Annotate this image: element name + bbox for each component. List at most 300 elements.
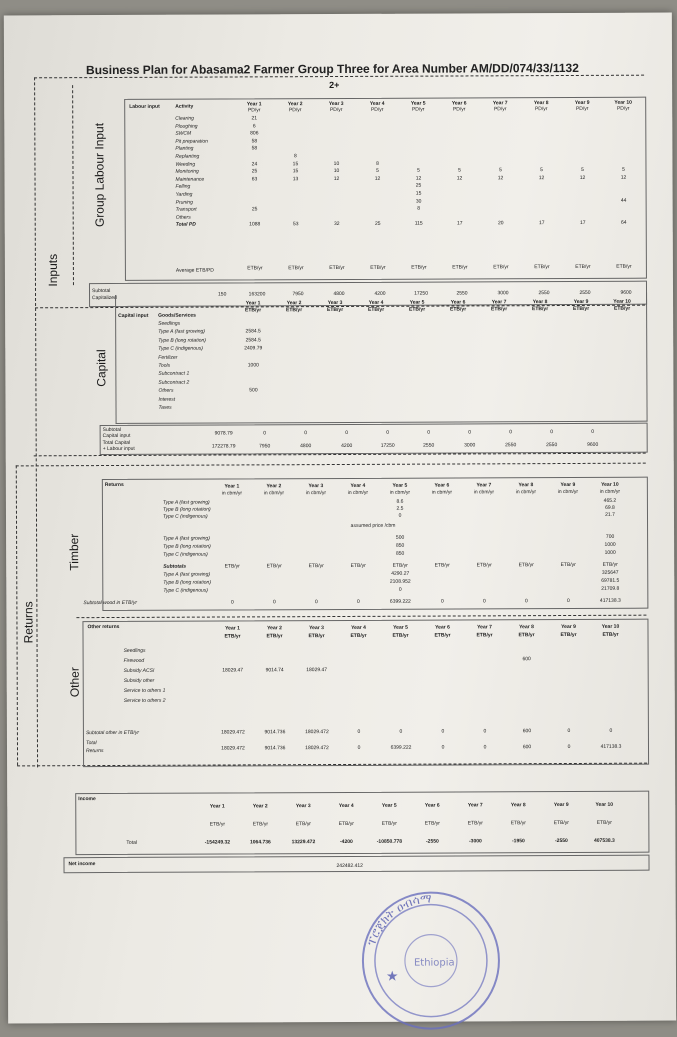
capital-input-label: Capital input	[102, 432, 131, 440]
other-cell: 18029.47	[306, 667, 328, 674]
other-total-label: Total	[85, 740, 97, 747]
timber-unit-header: in cbm/yr	[431, 489, 453, 496]
timber-item-label: Type B (long rotation)	[163, 579, 212, 586]
income-table	[75, 791, 649, 856]
other-total-cell: 0	[441, 744, 445, 751]
labour-cell: 44	[620, 197, 627, 204]
labour-cell: 25	[251, 206, 258, 213]
capital-year-header: Year 8	[532, 299, 548, 306]
other-subtotal-label: Subtotal other in ETB/yr	[85, 729, 140, 737]
labour-cell: 13	[292, 175, 299, 182]
income-year-header: Year 2	[252, 803, 268, 810]
capital-year-header: Year 5	[409, 299, 425, 306]
timber-subtotal-unit: ETB/yr	[518, 562, 534, 569]
labour-etb-unit: ETB/yr	[534, 264, 550, 271]
capital-subtotal-cell: 0	[427, 429, 431, 436]
income-total-cell: 13229.472	[291, 839, 316, 846]
labour-activity-label: Yarding	[175, 191, 193, 198]
capital-subtotal-rows	[100, 423, 648, 455]
other-unit-header: ETB/yr	[602, 631, 619, 638]
other-item-label: Subsidy other	[123, 677, 155, 684]
timber-cell: 1000	[604, 541, 616, 548]
other-label: Other	[67, 667, 82, 698]
other-unit-header: ETB/yr	[266, 633, 283, 640]
income-unit-header: ETB/yr	[424, 820, 440, 827]
labour-etb-unit: ETB/yr	[370, 264, 386, 271]
labour-activity-label: Pit preparation	[175, 138, 208, 145]
labour-cell: 53	[292, 221, 299, 228]
timber-subtotal-wood-cell: 0	[440, 598, 444, 605]
capital-subtotal-cell: 0	[550, 429, 554, 436]
labour-cell: 24	[251, 160, 258, 167]
labour-cell: 12	[374, 175, 381, 182]
capital-item-label: Type B (long rotation)	[158, 337, 206, 344]
labour-cell: 10	[333, 168, 340, 175]
timber-subtotal-wood-cell: 0	[482, 598, 486, 605]
other-year-header: Year 3	[309, 625, 324, 632]
labour-cell: 58	[251, 138, 258, 145]
timber-subtotal-wood-cell: 6399.222	[389, 598, 411, 605]
capital-year-header: Year 1	[245, 300, 261, 307]
capital-item-label: Interest	[158, 396, 176, 403]
timber-unit-header: in cbm/yr	[473, 489, 495, 496]
timber-unit-header: in cbm/yr	[557, 488, 579, 496]
other-year-header: Year 10	[601, 623, 620, 630]
capital-total-cell: 7950	[259, 443, 271, 450]
labour-cell: 64	[620, 220, 627, 227]
capital-total-cell: 4800	[300, 443, 312, 450]
income-unit-header: ETB/yr	[467, 820, 483, 827]
labour-cell: 30	[415, 198, 422, 205]
svg-text:★: ★	[385, 968, 399, 985]
labour-etb-unit: ETB/yr	[616, 263, 632, 270]
timber-year-header: Year 3	[308, 483, 324, 490]
capital-subtotal-cell: 0	[345, 429, 349, 436]
other-total-cell: 600	[522, 744, 532, 751]
labour-activity-label: Weeding	[175, 161, 196, 168]
labour-cell: 8	[417, 205, 421, 212]
capital-subtotal-cell: 0	[509, 429, 513, 436]
labour-etb-unit: ETB/yr	[329, 264, 345, 272]
capital-total-cell: 2550	[505, 442, 517, 449]
timber-unit-header: in cbm/yr	[599, 488, 621, 495]
timber-year-header: Year 5	[392, 482, 408, 489]
income-unit-header: ETB/yr	[252, 821, 268, 828]
timber-subtotal-unit: ETB/yr	[224, 563, 240, 570]
other-total-cell: 417138.3	[600, 743, 622, 750]
labour-year-header: Year 2	[287, 101, 303, 108]
labour-year-header: Year 4	[369, 100, 385, 107]
income-unit-header: ETB/yr	[510, 820, 526, 827]
capital-cell: 2409.79	[244, 345, 263, 352]
timber-label: Timber	[67, 533, 82, 571]
timber-cell: 21.7	[605, 511, 615, 518]
other-year-header: Year 7	[477, 624, 492, 631]
labour-unit-header: PD/yr	[616, 105, 630, 112]
labour-cell: 12	[415, 175, 422, 182]
other-total-cell: 0	[567, 743, 571, 751]
labour-etb-unit: ETB/yr	[452, 264, 468, 271]
capital-item-label: Fertilizer	[158, 354, 178, 361]
labour-cell: 5	[499, 167, 502, 174]
other-table	[82, 619, 649, 767]
income-year-header: Year 1	[209, 803, 225, 810]
labour-cell: 17	[456, 220, 463, 227]
capital-year-header: Year 10	[613, 298, 631, 305]
divider	[16, 463, 646, 467]
capital-item-label: Subcontract 2	[158, 379, 190, 386]
capital-item-label: Type C (indigenous)	[158, 345, 203, 352]
labour-cell: 15	[415, 190, 422, 197]
labour-year-header: Year 7	[492, 100, 508, 107]
capital-unit-header: ETB/yr	[409, 306, 426, 313]
labour-activity-label: Replanting	[175, 153, 200, 160]
capital-unit-header: ETB/yr	[532, 306, 549, 313]
labour-unit-header: PD/yr	[411, 106, 425, 113]
capital-total-cell: 2550	[546, 442, 558, 449]
capital-unit-header: ETB/yr	[368, 306, 385, 313]
labour-cell: 5	[417, 167, 420, 174]
other-subtotal-cell: 0	[567, 727, 571, 735]
labour-subtotal-cell: 2550	[538, 290, 550, 297]
timber-subtotal-wood-cell: 417138.3	[599, 597, 621, 604]
labour-subtotal-cell: 2550	[579, 289, 591, 296]
timber-unit-header: in cbm/yr	[263, 490, 285, 497]
labour-cell: 5	[458, 167, 461, 174]
capital-item-label: Subcontract 1	[158, 371, 190, 378]
capital-unit-header: ETB/yr	[327, 306, 344, 314]
labour-year-header: Year 5	[410, 100, 426, 107]
income-unit-header: ETB/yr	[295, 821, 311, 828]
other-item-label: Service to others 1	[123, 687, 166, 694]
other-year-header: Year 5	[393, 624, 408, 631]
labour-activity-label: Ploughing	[175, 123, 198, 130]
labour-cell: 12	[456, 175, 463, 182]
capital-subtotal-cell: 0	[591, 428, 595, 435]
labour-cell: 32	[333, 221, 340, 228]
timber-subtotal-unit: ETB/yr	[350, 562, 366, 569]
group-labour-label: Group Labour Input	[92, 122, 107, 228]
timber-cell: 850	[395, 550, 405, 557]
labour-etb-unit: ETB/yr	[411, 264, 427, 271]
other-total-cell: 0	[483, 744, 487, 751]
labour-header-activity: Activity	[175, 103, 194, 110]
income-year-header: Year 3	[295, 803, 311, 810]
labour-unit-header: PD/yr	[247, 107, 261, 114]
timber-cell: 500	[395, 534, 405, 541]
other-unit-header: ETB/yr	[518, 632, 535, 639]
timber-subtotal-unit: ETB/yr	[560, 561, 576, 569]
other-unit-header: ETB/yr	[434, 632, 451, 639]
other-subtotal-cell: 0	[441, 728, 445, 735]
other-year-header: Year 9	[561, 623, 576, 631]
labour-cell: 12	[538, 174, 545, 181]
other-unit-header: ETB/yr	[392, 632, 409, 639]
capital-unit-header: ETB/yr	[286, 307, 303, 314]
other-header: Other returns	[87, 623, 120, 631]
income-total-cell: -10850.778	[376, 838, 403, 845]
labour-cell: 806	[250, 130, 259, 137]
income-total-cell: 407538.3	[593, 837, 615, 844]
timber-item-label: Type C (indigenous)	[162, 513, 208, 520]
timber-cell: 1000	[604, 549, 616, 556]
timber-unit-header: in cbm/yr	[389, 489, 411, 496]
divider	[34, 77, 38, 767]
timber-cell: 325647	[601, 569, 619, 576]
timber-unit-header: in cbm/yr	[305, 490, 327, 497]
timber-cell: 69781.5	[601, 577, 620, 584]
capital-item-label: Type A (fast growing)	[158, 328, 205, 336]
timber-year-header: Year 10	[601, 481, 619, 488]
other-item-label: Seedlings	[123, 647, 146, 654]
labour-activity-label: Pruning	[175, 199, 193, 206]
other-subtotal-cell: 0	[357, 728, 361, 735]
capital-subtotal-label: Subtotal	[102, 426, 121, 434]
timber-header: Returns	[104, 481, 124, 489]
other-subtotal-cell: 18029.472	[305, 729, 329, 736]
timber-subtotal-unit: ETB/yr	[266, 563, 282, 570]
income-unit-header: ETB/yr	[553, 820, 569, 827]
stamp-text-bottom: Ethiopia	[413, 957, 455, 969]
other-cell: 18029.47	[222, 667, 244, 674]
labour-cell: 12	[579, 174, 586, 181]
capital-subtotal-cell: 0	[263, 430, 267, 437]
timber-subtotal-wood-label: Subtotal wood in ETB/yr	[83, 599, 138, 607]
timber-cell: 21709.8	[601, 585, 620, 592]
other-cell: 9014.74	[265, 667, 284, 674]
labour-cell: 115	[414, 221, 423, 228]
labour-cell: 8	[294, 153, 297, 160]
capital-total-cell: 3000	[464, 442, 476, 449]
labour-cell: 25	[251, 168, 258, 175]
other-total-cell: 0	[357, 744, 361, 751]
capital-cell: 2584.5	[245, 328, 261, 335]
stamp-text: ፐሮጀክት ዐብሳማ	[364, 891, 433, 948]
capital-total-cell: 2550	[423, 442, 435, 449]
labour-cell: 10	[333, 160, 340, 167]
income-year-header: Year 8	[510, 802, 526, 809]
capital-year-header: Year 2	[286, 300, 302, 307]
capital-year-header: Year 4	[368, 299, 384, 306]
labour-subtotal-cell: 4800	[333, 290, 345, 298]
capital-unit-header: ETB/yr	[614, 305, 631, 312]
capital-total-label2: + Labour input	[102, 445, 135, 453]
labour-unit-header: PD/yr	[575, 105, 589, 112]
capital-year-header: Year 6	[450, 299, 466, 306]
timber-cell: 2108.952	[389, 578, 411, 585]
capital-subtotal-cell: 9078.79	[214, 430, 233, 437]
timber-cell: 465.2	[603, 497, 617, 504]
timber-year-header: Year 6	[434, 482, 450, 489]
labour-subtotal-cell: 2550	[456, 290, 468, 297]
timber-item-label: Type B (long rotation)	[162, 506, 211, 513]
timber-item-label: Type A (fast growing)	[163, 535, 210, 542]
timber-subtotal-wood-cell: 0	[566, 597, 570, 605]
net-income-row	[63, 855, 649, 874]
labour-cell: 15	[292, 168, 299, 175]
svg-text:ፐሮጀክት ዐብሳማ	[364, 891, 432, 947]
income-year-header: Year 5	[381, 802, 397, 809]
labour-activity-label: Transport	[175, 206, 197, 213]
timber-subtotal-unit: ETB/yr	[434, 562, 450, 569]
divider	[76, 615, 646, 618]
other-year-header: Year 1	[225, 625, 240, 632]
labour-subtotal-cell: 4200	[374, 290, 386, 297]
labour-avg-label: Average ETB/PD	[175, 267, 214, 274]
timber-year-header: Year 2	[266, 483, 282, 490]
labour-cell: 20	[497, 220, 504, 227]
capital-item-label: Taxes	[158, 404, 172, 411]
timber-item-label: Type B (long rotation)	[163, 543, 211, 550]
capital-label: Capital	[94, 349, 109, 387]
other-total-cell: 18029.472	[305, 745, 329, 752]
labour-activity-label: SWCM	[175, 130, 192, 137]
labour-unit-header: PD/yr	[288, 107, 302, 114]
labour-subtotal-cell: 3000	[497, 290, 509, 297]
income-header: Income	[78, 796, 96, 803]
labour-subtotal-cell: 163200	[248, 291, 266, 298]
timber-unit-header: in cbm/yr	[347, 489, 369, 496]
timber-cell: 850	[395, 542, 405, 549]
labour-cell: 15	[292, 160, 299, 167]
other-subtotal-cell: 0	[399, 728, 403, 735]
other-item-label: Firewood	[123, 657, 145, 664]
labour-cell: 25	[415, 183, 422, 190]
timber-cell: 700	[605, 533, 615, 540]
capital-unit-header: ETB/yr	[450, 306, 467, 313]
timber-item-label: Type C (indigenous)	[163, 587, 208, 594]
other-unit-header: ETB/yr	[560, 631, 577, 639]
labour-etb-unit: ETB/yr	[575, 263, 591, 270]
timber-subtotal-wood-cell: 0	[272, 599, 276, 606]
capital-cell: 500	[249, 387, 258, 394]
labour-activity-label: Monitoring	[175, 168, 199, 175]
labour-cell: 8	[376, 160, 379, 167]
timber-subtotal-unit: ETB/yr	[602, 561, 618, 568]
capital-header-goods: Goods/Services	[158, 312, 196, 319]
timber-item-label: Type A (fast growing)	[163, 571, 211, 578]
labour-unit-header: PD/yr	[329, 106, 343, 114]
labour-cell: 21	[251, 115, 258, 122]
income-total-cell: 1064.736	[249, 839, 271, 846]
other-subtotal-cell: 18029.472	[221, 729, 245, 736]
document-subtitle: 2+	[329, 79, 340, 91]
labour-year-header: Year 6	[451, 100, 467, 107]
labour-cell: 17	[538, 220, 545, 227]
labour-year-header: Year 1	[246, 101, 262, 108]
income-total-cell: -4200	[339, 838, 353, 846]
capital-total-cell: 4200	[341, 442, 353, 449]
other-item-label: Service to others 2	[123, 697, 166, 704]
other-subtotal-cell: 0	[483, 728, 487, 735]
timber-cell: 8.6	[396, 498, 404, 505]
other-total-cell: 6399.222	[390, 744, 412, 751]
labour-cell: 5	[376, 168, 379, 175]
labour-cell: 12	[497, 175, 504, 182]
other-year-header: Year 6	[435, 624, 450, 631]
other-total-cell: 18029.472	[221, 745, 245, 752]
labour-activity-label: Others	[175, 214, 191, 221]
capital-unit-header: ETB/yr	[573, 305, 590, 312]
labour-header-input: Labour input	[129, 103, 160, 110]
income-year-header: Year 10	[595, 801, 614, 808]
net-income-value: 242482.412	[336, 862, 363, 870]
labour-subtotal-cell: 7950	[292, 291, 304, 298]
income-unit-header: ETB/yr	[209, 821, 225, 828]
income-unit-header: ETB/yr	[596, 819, 612, 826]
capital-total-cell: 17250	[380, 442, 395, 449]
timber-year-header: Year 9	[560, 481, 576, 489]
timber-year-header: Year 8	[518, 482, 534, 489]
income-year-header: Year 6	[424, 802, 440, 809]
labour-table	[124, 97, 647, 281]
labour-cell: 58	[251, 145, 258, 152]
timber-subtotal-unit: ETB/yr	[476, 562, 492, 569]
labour-cell: 1088	[249, 221, 261, 228]
capital-year-header: Year 9	[573, 298, 589, 305]
income-total-label: Total	[126, 839, 137, 846]
other-unit-header: ETB/yr	[308, 633, 325, 640]
labour-year-header: Year 8	[533, 100, 549, 107]
labour-etb-unit: ETB/yr	[493, 264, 509, 271]
capital-cell: 2584.5	[245, 337, 261, 344]
labour-cell: 63	[251, 176, 258, 183]
timber-subtotal-unit: ETB/yr	[392, 562, 408, 569]
timber-cell: 4290.27	[391, 570, 410, 577]
capital-subtotal-cell: 0	[304, 430, 308, 437]
net-income-label: Net income	[68, 861, 96, 868]
timber-year-header: Year 4	[350, 482, 366, 489]
labour-year-header: Year 3	[328, 100, 344, 108]
timber-cell: 0	[398, 512, 402, 519]
labour-year-header: Year 10	[614, 99, 632, 106]
other-unit-header: ETB/yr	[224, 633, 241, 640]
timber-subtotal-unit: ETB/yr	[308, 563, 324, 570]
labour-subtotal-cell: 17250	[414, 290, 428, 297]
labour-unit-header: PD/yr	[493, 106, 507, 113]
other-total-label2: Returns	[86, 748, 104, 755]
capital-unit-header: ETB/yr	[491, 306, 508, 313]
capital-year-header: Year 7	[491, 299, 507, 306]
labour-cell: 5	[540, 167, 543, 174]
labour-cell: 6	[252, 122, 256, 129]
timber-cell: 69.8	[605, 504, 615, 511]
inputs-label: Inputs	[45, 253, 60, 287]
labour-avg-value: 150	[218, 291, 227, 298]
other-year-header: Year 8	[519, 624, 534, 631]
labour-subtotal-label: Subtotal	[91, 287, 111, 295]
timber-year-header: Year 1	[224, 483, 240, 490]
timber-cell: 0	[398, 586, 402, 593]
capital-subtotal-cell: 0	[468, 429, 472, 436]
timber-table	[83, 477, 649, 611]
labour-unit-header: PD/yr	[370, 106, 384, 113]
other-year-header: Year 2	[267, 625, 282, 632]
capital-item-label: Others	[158, 387, 174, 394]
timber-subtotals-label: Subtotals	[163, 563, 187, 570]
capital-total-label: Total Capital	[102, 439, 131, 447]
labour-subtotal-cell: 9600	[620, 289, 632, 296]
timber-unit-header: in cbm/yr	[515, 489, 537, 496]
timber-subtotal-wood-cell: 0	[230, 599, 234, 606]
income-total-cell: -154249.32	[204, 839, 231, 846]
labour-unit-header: PD/yr	[534, 106, 548, 113]
labour-activity-label: Maintenance	[175, 176, 205, 183]
labour-cell: 12	[620, 174, 627, 181]
capital-header-input: Capital input	[118, 312, 149, 319]
other-cell: 600	[522, 656, 531, 663]
capital-total-cell: 9600	[587, 441, 599, 448]
